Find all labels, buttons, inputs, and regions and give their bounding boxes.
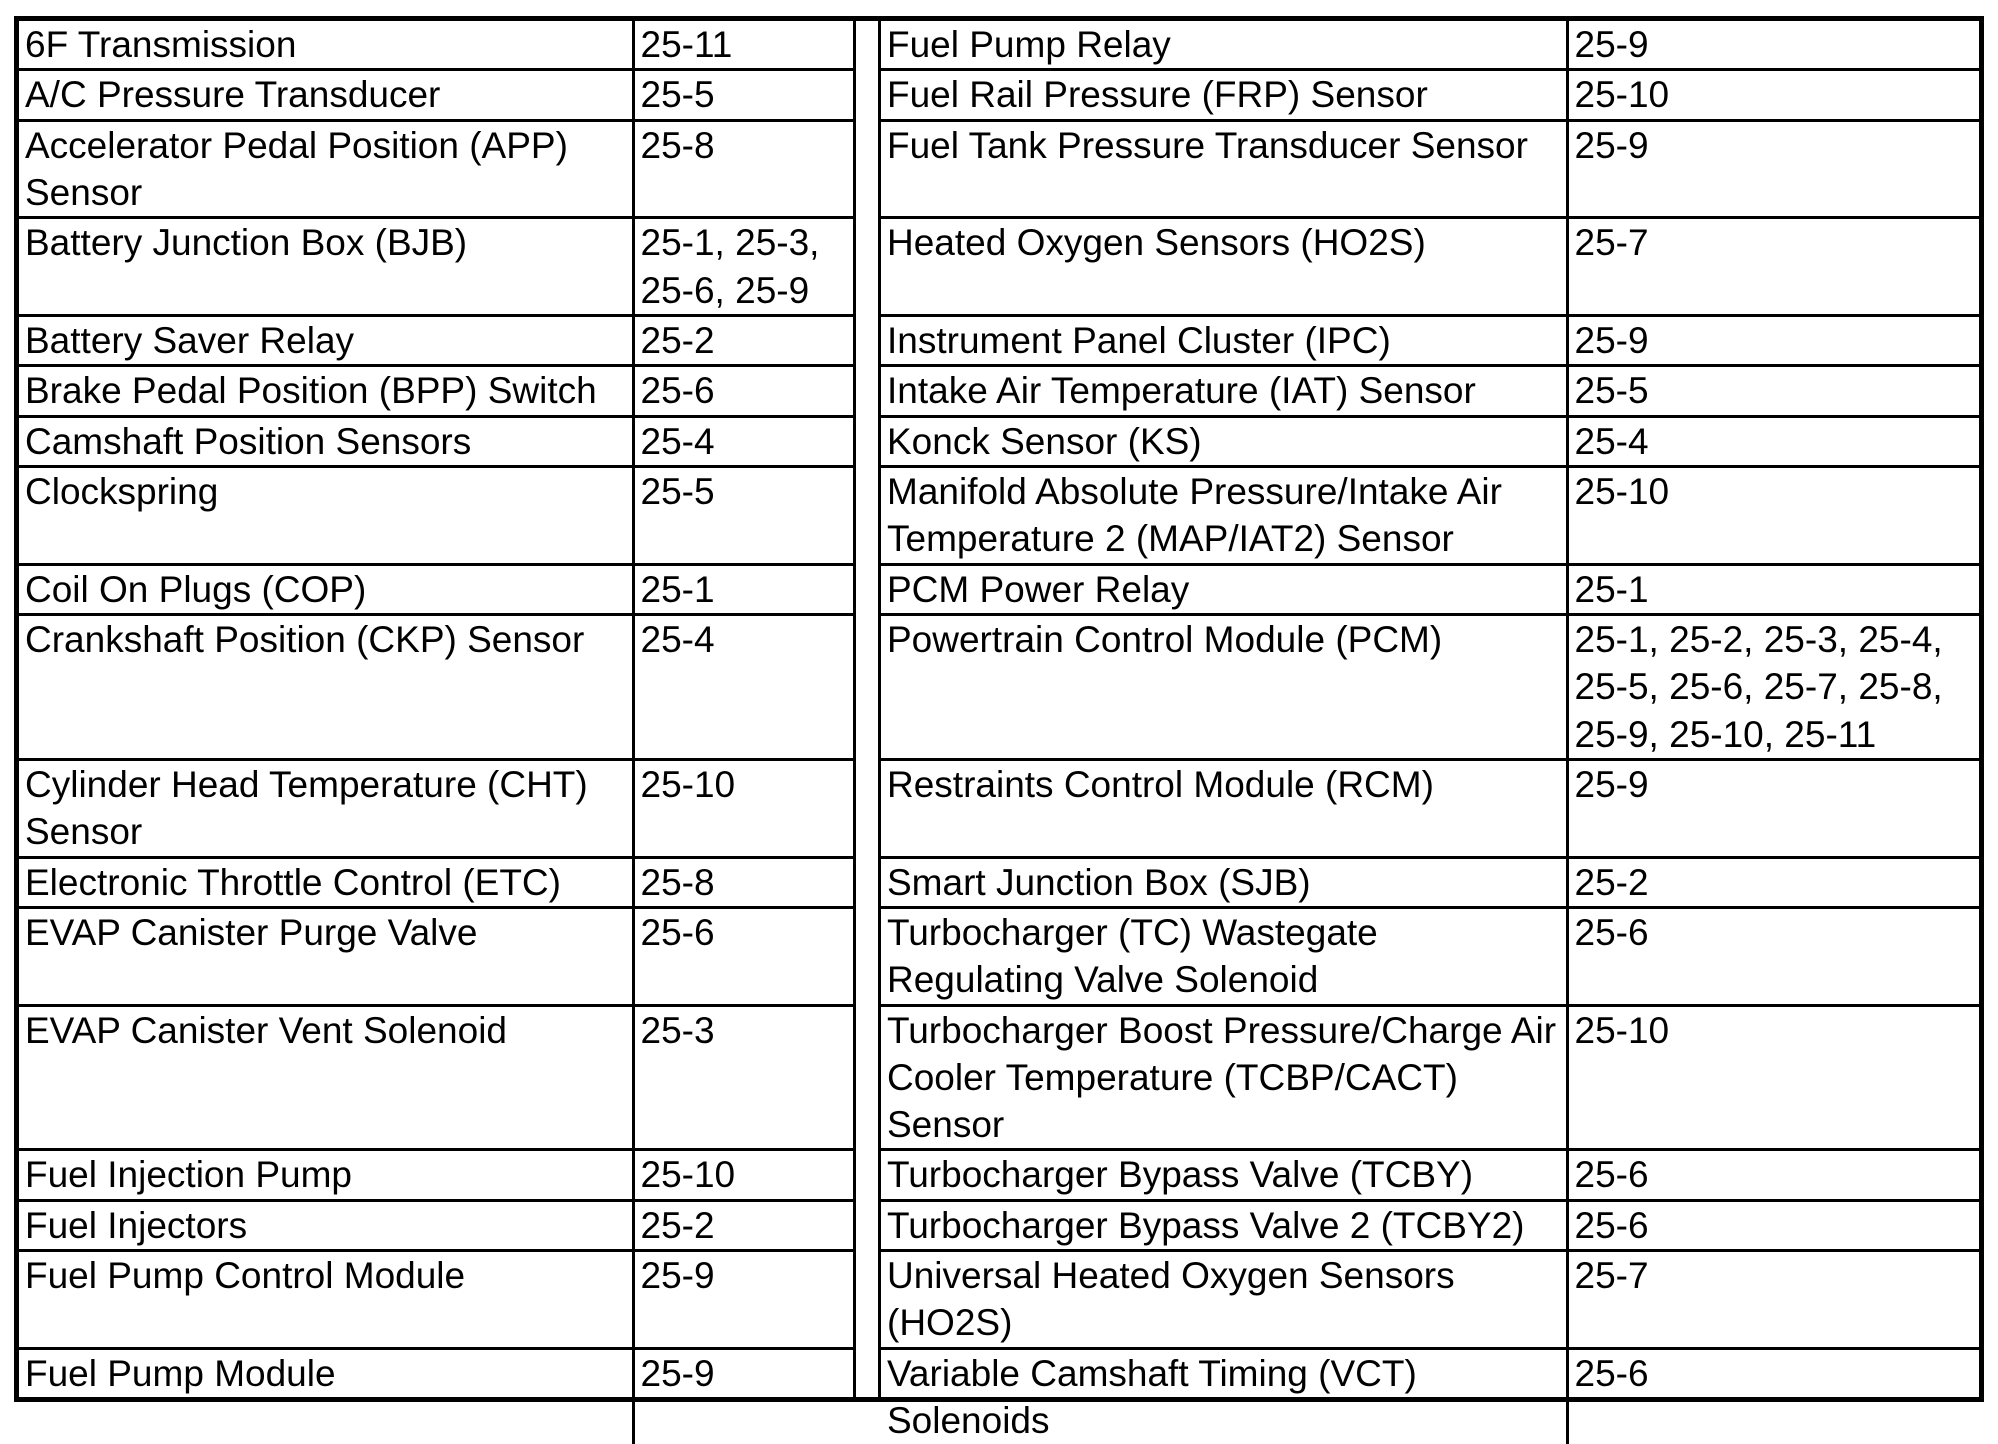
component-name-cell: Electronic Throttle Control (ETC) [19,857,633,907]
index-row [881,467,1979,565]
page-reference-cell: 25-10 [1567,1005,1979,1150]
index-row [19,120,853,218]
index-row [881,1150,1979,1200]
page-reference-cell: 25-9 [633,1348,853,1444]
page-reference-cell: 25-1 [1567,564,1979,614]
component-name-cell: Universal Heated Oxygen Sensors (HO2S) [881,1251,1567,1349]
component-name-cell: Powertrain Control Module (PCM) [881,615,1567,760]
index-row [881,1348,1979,1444]
index-row [19,1005,853,1150]
component-name-cell: Turbocharger (TC) Wastegate Regulating Valve Solenoid [881,907,1567,1005]
index-row [881,70,1979,120]
component-name-cell: Fuel Injectors [19,1200,633,1250]
index-row [881,315,1979,365]
index-row [881,564,1979,614]
index-row [881,857,1979,907]
index-row [19,1150,853,1200]
page-reference-cell: 25-5 [1567,366,1979,416]
component-name-cell: Fuel Pump Module [19,1348,633,1444]
component-name-cell: Fuel Injection Pump [19,1150,633,1200]
index-row [19,70,853,120]
index-row [881,1251,1979,1349]
page-reference-cell: 25-1, 25-2, 25-3, 25-4, 25-5, 25-6, 25-7, 25-8, 25-9, 25-10, 25-11 [1567,615,1979,760]
page-reference-cell: 25-4 [633,416,853,466]
index-row [19,218,853,316]
index-row [881,615,1979,760]
page-reference-cell: 25-2 [633,315,853,365]
component-name-cell: Instrument Panel Cluster (IPC) [881,315,1567,365]
index-row [881,120,1979,218]
component-name-cell: Konck Sensor (KS) [881,416,1567,466]
component-name-cell: Clockspring [19,467,633,565]
component-name-cell: Brake Pedal Position (BPP) Switch [19,366,633,416]
index-row [19,907,853,1005]
index-row [19,1251,853,1349]
component-name-cell: Turbocharger Bypass Valve 2 (TCBY2) [881,1200,1567,1250]
index-row [881,416,1979,466]
right-index-body [881,21,1979,1444]
page-reference-cell: 25-6 [633,907,853,1005]
component-name-cell: Accelerator Pedal Position (APP) Sensor [19,120,633,218]
page-reference-cell: 25-10 [633,759,853,857]
component-name-cell: Fuel Pump Control Module [19,1251,633,1349]
page-reference-cell: 25-5 [633,70,853,120]
component-name-cell: EVAP Canister Vent Solenoid [19,1005,633,1150]
index-row [19,564,853,614]
component-name-cell: EVAP Canister Purge Valve [19,907,633,1005]
page-reference-cell: 25-10 [633,1150,853,1200]
page-reference-cell: 25-6 [1567,1150,1979,1200]
component-name-cell: Restraints Control Module (RCM) [881,759,1567,857]
page-reference-cell: 25-1 [633,564,853,614]
index-row [19,315,853,365]
component-name-cell: Battery Junction Box (BJB) [19,218,633,316]
component-name-cell: Camshaft Position Sensors [19,416,633,466]
component-name-cell: A/C Pressure Transducer [19,70,633,120]
page-reference-cell: 25-7 [1567,218,1979,316]
index-row [881,21,1979,70]
page-reference-cell: 25-9 [1567,759,1979,857]
index-row [19,857,853,907]
left-index-table [19,21,853,1444]
page-reference-cell: 25-9 [633,1251,853,1349]
page-reference-cell: 25-9 [1567,120,1979,218]
page-reference-cell: 25-7 [1567,1251,1979,1349]
component-name-cell: Coil On Plugs (COP) [19,564,633,614]
component-name-cell: Fuel Rail Pressure (FRP) Sensor [881,70,1567,120]
index-row [881,759,1979,857]
page-reference-cell: 25-1, 25-3, 25-6, 25-9 [633,218,853,316]
index-row [19,1348,853,1444]
page-reference-cell: 25-6 [1567,907,1979,1005]
page-reference-cell: 25-9 [1567,21,1979,70]
page-reference-cell: 25-8 [633,857,853,907]
page-reference-cell: 25-10 [1567,70,1979,120]
page-reference-cell: 25-6 [633,366,853,416]
component-name-cell: PCM Power Relay [881,564,1567,614]
index-row [881,1005,1979,1150]
page-reference-cell: 25-10 [1567,467,1979,565]
component-name-cell: Manifold Absolute Pressure/Intake Air Temperature 2 (MAP/IAT2) Sensor [881,467,1567,565]
component-name-cell: Smart Junction Box (SJB) [881,857,1567,907]
index-row [881,907,1979,1005]
index-row [19,467,853,565]
index-row [19,759,853,857]
index-row [19,1200,853,1250]
component-name-cell: 6F Transmission [19,21,633,70]
component-name-cell: Battery Saver Relay [19,315,633,365]
index-row [881,366,1979,416]
page-reference-cell: 25-3 [633,1005,853,1150]
left-column [19,21,853,1397]
component-name-cell: Turbocharger Bypass Valve (TCBY) [881,1150,1567,1200]
component-name-cell: Cylinder Head Temperature (CHT) Sensor [19,759,633,857]
index-row [881,1200,1979,1250]
page-reference-cell: 25-9 [1567,315,1979,365]
component-name-cell: Intake Air Temperature (IAT) Sensor [881,366,1567,416]
page-reference-cell: 25-2 [1567,857,1979,907]
page-reference-cell: 25-2 [633,1200,853,1250]
index-row [881,218,1979,316]
index-row [19,366,853,416]
right-index-table [881,21,1979,1444]
component-name-cell: Heated Oxygen Sensors (HO2S) [881,218,1567,316]
component-index-table [14,16,1984,1441]
page-reference-cell: 25-5 [633,467,853,565]
component-name-cell: Fuel Tank Pressure Transducer Sensor [881,120,1567,218]
component-name-cell: Turbocharger Boost Pressure/Charge Air Cooler Temperature (TCBP/CACT) Sensor [881,1005,1567,1150]
index-row [19,615,853,760]
right-column [881,21,1979,1441]
index-row [19,21,853,70]
column-divider [853,21,881,1397]
page-reference-cell: 25-4 [633,615,853,760]
component-name-cell: Variable Camshaft Timing (VCT) Solenoids [881,1348,1567,1444]
page-reference-cell: 25-8 [633,120,853,218]
left-index-body [19,21,853,1444]
page-reference-cell: 25-11 [633,21,853,70]
page-reference-cell: 25-6 [1567,1200,1979,1250]
component-name-cell: Crankshaft Position (CKP) Sensor [19,615,633,760]
index-row [19,416,853,466]
page-reference-cell: 25-6 [1567,1348,1979,1444]
page-reference-cell: 25-4 [1567,416,1979,466]
component-name-cell: Fuel Pump Relay [881,21,1567,70]
